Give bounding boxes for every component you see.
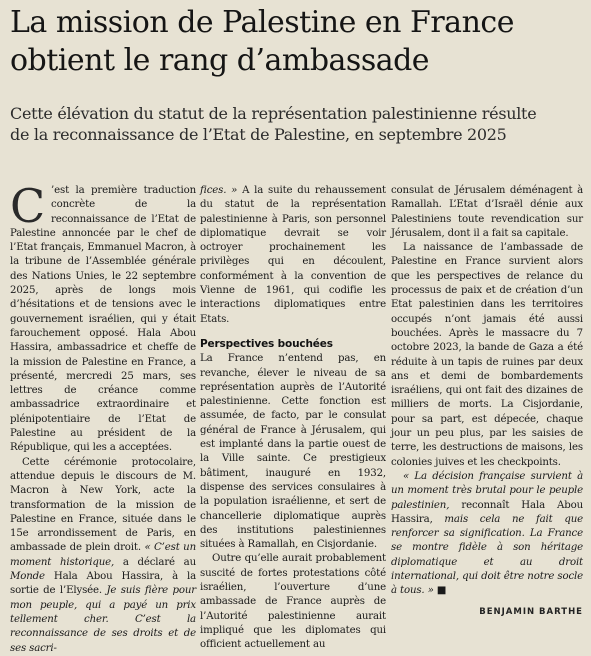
paragraph: La France n’entend pas, en revanche, élever le niveau de sa représentation auprès de l’Autorité palestinienne. Cette fonction est assumée, de facto, par le consulat général de France à Jérusalem, qui est implanté dans la partie ouest de la Ville sainte. Ce prestigieux bâtiment, inauguré en 1932, dispense des services consulaires à la population israélienne, et sert de chancellerie diplomatique auprès des institutions palestiniennes situées à Ramallah, en Cisjordanie.	[200, 353, 386, 551]
column-1	[10, 179, 196, 656]
paragraph	[10, 456, 196, 656]
col1-para2-text-a: Cette cérémonie protocolaire, attendue depuis le discours de M. Macron à New York, acte la transformation de la mission de Palestine en France, située dans le 15e arrondissement de Paris, en ambassade de plein droit.	[10, 456, 196, 554]
dropcap: C	[10, 179, 46, 233]
quote-text: fices. »	[200, 185, 243, 196]
standfirst	[10, 103, 585, 145]
standfirst-line-2: de la reconnaissance de l’Etat de Palestine, en septembre 2025	[10, 125, 507, 144]
byline: BENJAMIN BARTHE	[479, 606, 583, 617]
quote-text: mais cela ne fait que renforcer sa signification. La France se montre fidèle à son héritage diplomatique et au droit international, qui doit être notre socle à tous. »	[391, 513, 583, 597]
quote-text: « C’est un moment historique,	[10, 542, 196, 568]
standfirst-line-1: Cette élévation du statut de la représentation palestinienne résulte	[10, 104, 537, 123]
paragraph	[10, 179, 196, 456]
paragraph: consulat de Jérusalem déménagent à Ramallah. L’Etat d’Israël dénie aux Palestiniens toute revendication sur Jérusalem, dont il a fait sa capitale.	[391, 185, 583, 239]
subheading: Perspectives bouchées	[200, 337, 333, 350]
col2-para1-text: A la suite du rehaussement du statut de la représentation palestinienne à Paris, son personnel diplomatique devrait se voir octroyer prochainement les privilèges qui en découlent, conformément à la convention de Vienne de 1961, qui codifie les interactions diplomatiques entre Etats.	[200, 185, 387, 325]
paragraph: Outre qu’elle aurait probablement suscité de fortes protestations côté israélien, l’ouverture d’une ambassade de France auprès de l’Autorité palestinienne aurait impliqué que les diplomates qui officient actuellement au	[200, 553, 386, 651]
quote-text: « La décision française survient à un moment très brutal pour le peuple palestinien,	[391, 470, 583, 511]
headline	[10, 4, 585, 80]
quote-text: Je suis fière pour mon peuple, qui a payé un prix tellement cher. C’est la reconnaissance de ses droits et de ses sacri-	[10, 585, 196, 654]
paragraph	[200, 184, 386, 327]
end-mark-icon: ■	[436, 585, 447, 597]
col1-para2-text-c: Hala Abou Hassira, à la sortie de l’Elysée.	[10, 571, 196, 597]
column-2	[200, 184, 386, 653]
headline-line-1: La mission de Palestine en France	[10, 5, 514, 40]
headline-line-2: obtient le rang d’ambassade	[10, 43, 430, 78]
column-3	[391, 184, 583, 619]
col1-para2-text-b: a déclaré au	[122, 556, 196, 568]
newspaper-name: Monde	[10, 571, 54, 583]
paragraph	[391, 470, 583, 599]
paragraph: La naissance de l’ambassade de Palestine en France survient alors que les perspectives de relance du processus de paix et de création d’un Etat palestinien dans les territoires occupés n’ont jamais été aussi bouchées. Après le massacre du 7 octobre 2023, la bande de Gaza a été réduite à un tapis de ruines par deux ans et demi de bombardements israéliens, qui ont fait des dizaines de milliers de morts. La Cisjordanie, pour sa part, est dépecée, chaque jour un peu plus, par les saisies de terre, les destructions de maisons, les colonies juives et les checkpoints.	[391, 242, 583, 468]
col3-para3-text-b: reconnaît Hala Abou Hassira,	[391, 499, 583, 525]
col1-para1-text: ’est la première traduction concrète de la reconnaissance de l’Etat de Palestine annoncée par le chef de l’Etat français, Emmanuel Macron, à la tribune de l’Assemblée générale des Nations Unies, le 22 septembre 2025, après de longs mois d’hésitations et de tensions avec le gouvernement israélien, qui y était farouchement opposé. Hala Abou Hassira, ambassadrice et cheffe de la mission de Palestine en France, a présenté, mercredi 25 mars, ses lettres de créance comme ambassadrice extraordinaire et plénipotentiaire de l’Etat de Palestine au président de la République, qui les a acceptées.	[10, 185, 196, 454]
